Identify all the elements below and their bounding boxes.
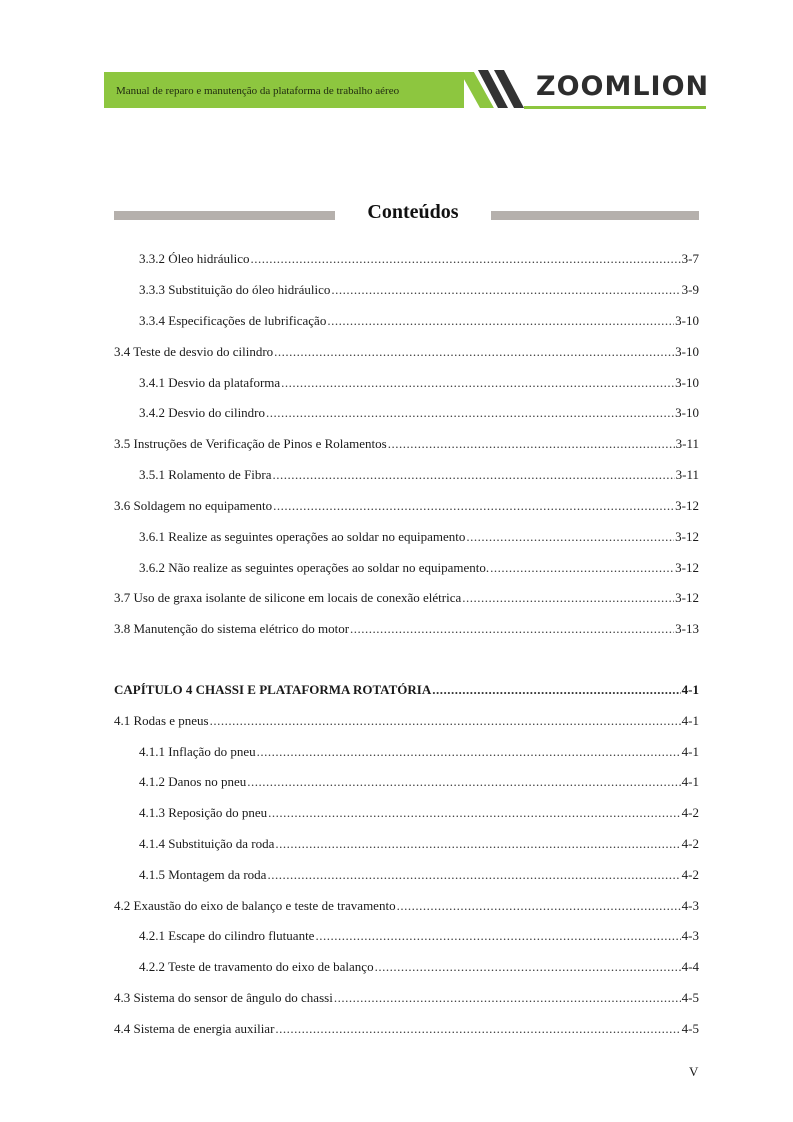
- toc-leader: [247, 774, 680, 790]
- toc-leader: [388, 436, 675, 452]
- toc-entry-label: 4.1.4 Substituição da roda: [139, 836, 275, 851]
- toc-entry-page: 4-2: [681, 867, 699, 882]
- toc-entry-page: 3-7: [681, 251, 699, 266]
- toc-entry[interactable]: [114, 621, 699, 641]
- toc-entry-label: 4.1.3 Reposição do pneu: [139, 805, 268, 820]
- toc-entry-page: 4-3: [681, 928, 699, 943]
- page-title: Conteúdos: [367, 201, 459, 223]
- logo-underline: [524, 106, 706, 109]
- toc-entry-page: 4-2: [681, 805, 699, 820]
- toc-leader: [275, 836, 680, 852]
- toc-leader: [267, 867, 680, 883]
- header-band: [104, 72, 464, 108]
- toc-leader: [281, 375, 674, 391]
- toc-leader: [273, 498, 674, 514]
- toc-title-block: [114, 199, 699, 229]
- toc-leader: [315, 928, 680, 944]
- toc-entry[interactable]: [114, 436, 699, 456]
- toc-entry-label: 3.4 Teste de desvio do cilindro: [114, 344, 274, 359]
- toc-entry-page: 4-5: [681, 990, 699, 1005]
- title-bar-left: [114, 211, 335, 220]
- toc-leader: [266, 405, 674, 421]
- toc-entry-label: 3.6.2 Não realize as seguintes operações ao soldar no equipamento.: [139, 560, 490, 575]
- toc-entry-page: 4-5: [681, 1021, 699, 1036]
- toc-entry-page: 3-12: [675, 560, 699, 575]
- toc-leader: [462, 590, 674, 606]
- toc-entry[interactable]: [114, 744, 699, 764]
- toc-leader: [350, 621, 674, 637]
- toc-entry-label: 3.4.2 Desvio do cilindro: [139, 405, 266, 420]
- toc-entry[interactable]: [114, 836, 699, 856]
- toc-entry-label: 4.3 Sistema do sensor de ângulo do chassi: [114, 990, 333, 1005]
- toc-leader: [274, 344, 674, 360]
- toc-entry-label: 4.2.2 Teste de travamento do eixo de balanço: [139, 959, 374, 974]
- toc-leader: [275, 1021, 680, 1037]
- toc-entry-label: 4.1.2 Danos no pneu: [139, 774, 247, 789]
- brand-logo: ZOOMLION: [536, 71, 710, 102]
- toc-entry-page: 3-12: [675, 529, 699, 544]
- toc-entry-page: 4-3: [681, 898, 699, 913]
- toc-entry-label: 4.1.5 Montagem da roda: [139, 867, 267, 882]
- toc-entry[interactable]: [114, 590, 699, 610]
- toc-entry-label: 3.3.2 Óleo hidráulico: [139, 251, 250, 266]
- toc-entry-label: 4.1.1 Inflação do pneu: [139, 744, 256, 759]
- toc-entry-page: 4-1: [681, 682, 699, 697]
- toc-leader: [397, 898, 681, 914]
- toc-entry-label: 4.2.1 Escape do cilindro flutuante: [139, 928, 315, 943]
- toc-leader: [268, 805, 680, 821]
- toc-leader: [466, 529, 674, 545]
- toc-entry[interactable]: [114, 1021, 699, 1041]
- toc-entry[interactable]: [114, 898, 699, 918]
- toc-entry-label: 3.3.3 Substituição do óleo hidráulico: [139, 282, 331, 297]
- toc-entry-label: 3.3.4 Especificações de lubrificação: [139, 313, 327, 328]
- toc-leader: [273, 467, 675, 483]
- toc-entry-label: 3.5.1 Rolamento de Fibra: [139, 467, 272, 482]
- toc-entry-label: 3.5 Instruções de Verificação de Pinos e Rolamentos: [114, 436, 387, 451]
- page-number: V: [689, 1064, 699, 1079]
- toc-entry-label: 4.4 Sistema de energia auxiliar: [114, 1021, 275, 1036]
- toc-entry-page: 3-10: [675, 313, 699, 328]
- toc-entry[interactable]: [114, 713, 699, 733]
- toc-entry[interactable]: [114, 805, 699, 825]
- toc-entry[interactable]: [114, 959, 699, 979]
- toc-entry-page: 3-10: [675, 375, 699, 390]
- toc-entry-page: 3-9: [681, 282, 699, 297]
- toc-entry[interactable]: [114, 990, 699, 1010]
- toc-entry[interactable]: [114, 313, 699, 333]
- toc-chapter-entry[interactable]: [114, 682, 699, 702]
- toc-entry[interactable]: [114, 251, 699, 271]
- toc-entry-page: 4-1: [681, 744, 699, 759]
- toc-leader: [327, 313, 674, 329]
- toc-leader: [334, 990, 681, 1006]
- toc-entry[interactable]: [114, 282, 699, 302]
- toc-entry-page: 3-11: [675, 436, 699, 451]
- toc-entry[interactable]: [114, 529, 699, 549]
- toc-entry-label: 4.2 Exaustão do eixo de balanço e teste de travamento: [114, 898, 396, 913]
- title-bar-right: [491, 211, 699, 220]
- toc-entry-label: CAPÍTULO 4 CHASSI E PLATAFORMA ROTATÓRIA: [114, 682, 432, 697]
- toc-entry-page: 3-12: [675, 590, 699, 605]
- toc-leader: [375, 959, 681, 975]
- toc-entry-label: 3.7 Uso de graxa isolante de silicone em locais de conexão elétrica: [114, 590, 462, 605]
- toc-leader: [210, 713, 681, 729]
- toc-entry-page: 3-10: [675, 344, 699, 359]
- toc-entry-page: 4-1: [681, 713, 699, 728]
- toc-entry-label: 3.6 Soldagem no equipamento: [114, 498, 273, 513]
- toc-entry[interactable]: [114, 928, 699, 948]
- toc-leader: [490, 560, 674, 576]
- toc-entry-page: 4-4: [681, 959, 699, 974]
- manual-title: Manual de reparo e manutenção da plataforma de trabalho aéreo: [116, 85, 400, 97]
- toc-entry-label: 3.4.1 Desvio da plataforma: [139, 375, 281, 390]
- toc-leader: [257, 744, 681, 760]
- toc-entry[interactable]: [114, 774, 699, 794]
- toc-leader: [250, 251, 680, 267]
- toc-entry-page: 3-10: [675, 405, 699, 420]
- brand-stripes-icon: [460, 70, 540, 110]
- page-header: [104, 70, 710, 110]
- toc-entry-label: 4.1 Rodas e pneus: [114, 713, 209, 728]
- toc-entry[interactable]: [114, 405, 699, 425]
- toc-entry-page: 3-11: [675, 467, 699, 482]
- toc-leader: [432, 682, 680, 698]
- toc-entry-page: 4-2: [681, 836, 699, 851]
- toc-entry[interactable]: [114, 498, 699, 518]
- toc-entry-label: 3.6.1 Realize as seguintes operações ao soldar no equipamento: [139, 529, 466, 544]
- toc-leader: [331, 282, 680, 298]
- toc-entry-page: 3-12: [675, 498, 699, 513]
- toc-entry-page: 4-1: [681, 774, 699, 789]
- toc-entry[interactable]: [114, 560, 699, 580]
- toc-entry[interactable]: [114, 344, 699, 364]
- toc-entry[interactable]: [114, 867, 699, 887]
- toc-entry-label: 3.8 Manutenção do sistema elétrico do motor: [114, 621, 350, 636]
- toc-entry-page: 3-13: [675, 621, 699, 636]
- toc-entry[interactable]: [114, 467, 699, 487]
- toc-entry[interactable]: [114, 375, 699, 395]
